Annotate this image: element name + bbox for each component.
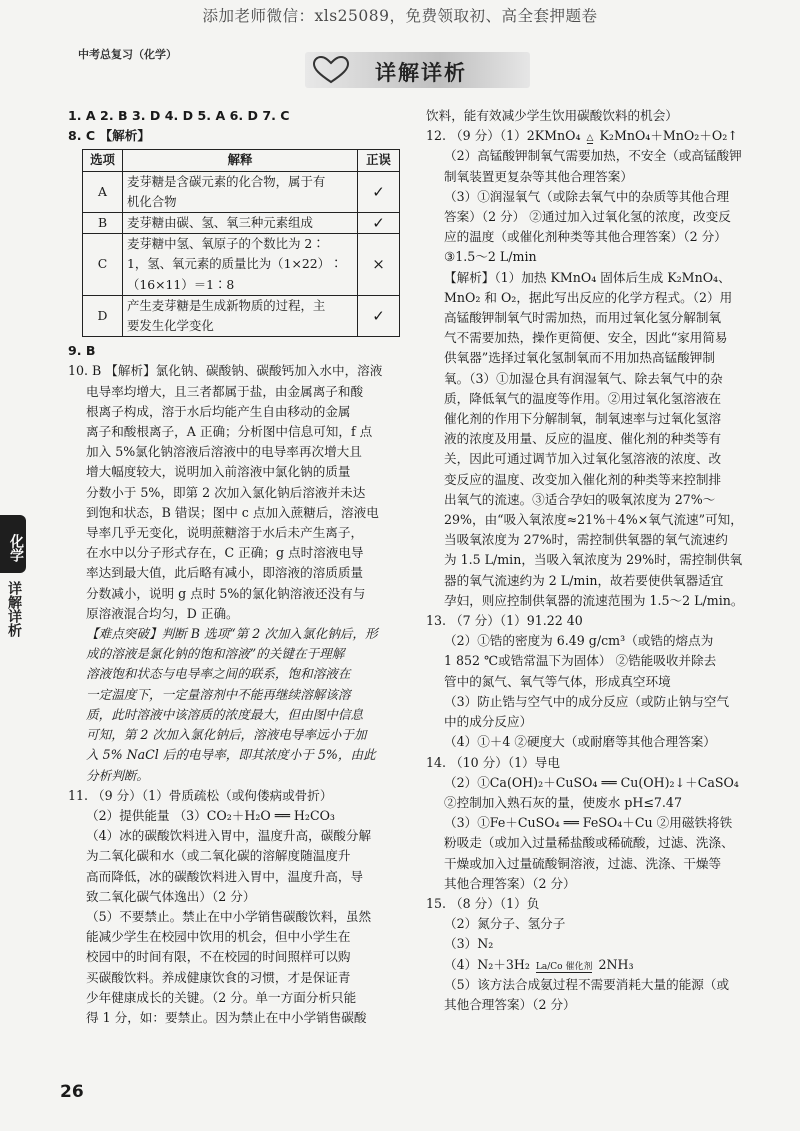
q9-answer: 9. B — [68, 343, 96, 359]
table-row — [83, 295, 400, 336]
text-line: 为 1.5 L/min，当吸入氧浓度为 29%时，需控制供氧 — [444, 552, 743, 568]
text-line: 出氧气的流速。③适合孕妇的吸氧浓度为 27%～ — [444, 491, 716, 507]
text-line: 可知，第 2 次加入氯化钠后，溶液电导率远小于加 — [86, 727, 367, 743]
text-line: 答案）（2 分） ②通过加入过氧化氢的浓度，改变反 — [444, 209, 731, 225]
text-line: （4）冰的碳酸饮料进入胃中，温度升高，碳酸分解 — [86, 828, 372, 844]
watermark-banner: 添加老师微信：xls25089，免费领取初、高全套押题卷 — [202, 7, 598, 25]
text-line: （2）高锰酸钾制氧气需要加热，不安全（或高锰酸钾 — [444, 148, 742, 164]
text-line: 当吸氧浓度为 27%时，需控制供氧器的氧气流速约 — [444, 532, 728, 548]
q12-block — [426, 146, 772, 611]
cell-line: 要发生化学变化 — [127, 318, 214, 334]
text-line: 溶液饱和状态与电导率之间的联系，饱和溶液在 — [86, 666, 351, 682]
equation-left: 12. （9 分）（1）2KMnO₄ — [426, 128, 581, 144]
text-line: 制氧装置更复杂等其他合理答案） — [444, 168, 633, 184]
side-tab-label: 详解详析 — [6, 581, 22, 637]
text-line: 【解析】（1）加热 KMnO₄ 固体后生成 K₂MnO₄、 — [444, 269, 731, 285]
text-line: 供氧器”选择过氧化氢制氧而不用加热高锰酸钾制 — [444, 350, 715, 366]
table-cell-mark: ✓ — [358, 171, 400, 212]
text-line: 得 1 分，如：要禁止。因为禁止在中小学销售碳酸 — [86, 1009, 367, 1025]
table-cell-option: D — [83, 295, 123, 336]
equation-left: （4）N₂＋3H₂ — [444, 956, 530, 972]
table-cell-explanation — [123, 295, 358, 336]
text-line: 到饱和状态，B 错误；图中 c 点加入蔗糖后，溶液电 — [86, 504, 379, 520]
text-line: 质，此时溶液中该溶质的浓度最大，但由图中信息 — [86, 706, 364, 722]
text-line: 电导率均增大，且三者都属于盐，由金属离子和酸 — [86, 383, 364, 399]
text-line: 能减少学生在校园中饮用的机会，但中小学生在 — [86, 929, 351, 945]
text-line: 增大幅度较大，说明加入前溶液中氯化钠的质量 — [86, 464, 351, 480]
text-line: 加入 5%氯化钠溶液后溶液中的电导率再次增大且 — [86, 444, 362, 460]
text-line: 原溶液混合均匀，D 正确。 — [86, 605, 239, 621]
q14-block — [426, 753, 772, 894]
text-line: 校园中的时间有限，不在校园的时间照样可以购 — [86, 949, 351, 965]
text-line: 液的浓度及用量、反应的温度、催化剂的种类等有 — [444, 431, 722, 447]
text-line: ②控制加入熟石灰的量，使废水 pH≤7.47 — [444, 794, 682, 810]
table-cell-mark: × — [358, 234, 400, 296]
table-row — [83, 171, 400, 212]
section-banner — [305, 52, 530, 88]
cell-line: 1，氢、氧元素的质量比为（1×22）∶ — [127, 256, 343, 272]
table-cell-mark: ✓ — [358, 295, 400, 336]
text-line: 粉吸走（或加入过量稀盐酸或稀硫酸，过滤、洗涤、 — [444, 835, 734, 851]
condition-label: △ — [586, 133, 594, 144]
reaction-condition — [534, 962, 595, 974]
text-line: 为二氧化碳和水（或二氧化碳的溶解度随温度升 — [86, 848, 351, 864]
right-column — [426, 106, 772, 1015]
text-line: （3）①Fe＋CuSO₄ ══ FeSO₄＋Cu ②用磁铁将铁 — [444, 815, 733, 831]
table-header: 正误 — [358, 150, 400, 171]
page-number: 26 — [60, 1082, 84, 1102]
text-line: 10. B 【解析】氯化钠、碳酸钠、碳酸钙加入水中，溶液 — [68, 363, 383, 379]
text-line: 分析判断。 — [86, 767, 149, 783]
cell-line: 机化合物 — [127, 193, 177, 209]
text-line: 催化剂的作用下分解制氧，制氧速率与过氧化氢溶 — [444, 411, 722, 427]
text-line: （2）提供能量 （3）CO₂＋H₂O ══ H₂CO₃ — [86, 807, 335, 823]
text-line: 根离子构成，溶于水后均能产生自由移动的金属 — [86, 403, 351, 419]
text-line: 少年健康成长的关键。（2 分。单一方面分析只能 — [86, 989, 357, 1005]
text-line: （2）①锆的密度为 6.49 g/cm³（或锆的熔点为 — [444, 633, 714, 649]
condition-label: La/Co 催化剂 — [535, 961, 593, 972]
text-line: 成的溶液是氯化钠的饱和溶液”的关键在于理解 — [86, 646, 345, 662]
q13-block — [426, 611, 772, 752]
text-line: （5）该方法合成氨过程不需要消耗大量的能源（或 — [444, 976, 730, 992]
reaction-condition — [585, 133, 596, 145]
text-line: 其他合理答案）（2 分） — [444, 875, 576, 891]
table-cell-option: A — [83, 171, 123, 212]
text-line: （4）①＋4 ②硬度大（或耐磨等其他合理答案） — [444, 734, 716, 750]
cell-line: （16×11）＝1∶8 — [127, 276, 235, 292]
text-line: （3）N₂ — [444, 936, 494, 952]
text-line: 【难点突破】判断 B 选项“第 2 次加入氯化钠后，形 — [86, 626, 378, 642]
text-line: 孕妇，则应控制供氧器的流速范围为 1.5～2 L/min。 — [444, 592, 744, 608]
section-title: 详解详析 — [375, 60, 467, 85]
text-line: 离子和酸根离子，A 正确；分析图中信息可知，f 点 — [86, 424, 373, 440]
text-line: 氧。（3）①加湿仓具有润湿氧气、除去氧气中的杂 — [444, 370, 723, 386]
table-header: 选项 — [83, 150, 123, 171]
text-line: （3）防止锆与空气中的成分反应（或防止钠与空气 — [444, 693, 730, 709]
cell-line: 麦芽糖由碳、氢、氧三种元素组成 — [127, 215, 313, 231]
table-cell-explanation — [123, 213, 358, 234]
text-line: 气不需要加热，操作更简便、安全，因此“家用简易 — [444, 330, 728, 346]
text-line: 1 852 ℃或锆常温下为固体） ②锆能吸收并除去 — [444, 653, 717, 669]
text-line: 29%，由“吸入氧浓度≈21%＋4%×氧气流速”可知， — [444, 512, 743, 528]
table-header: 解释 — [123, 150, 358, 171]
table-cell-explanation — [123, 171, 358, 212]
q15-equation — [426, 955, 772, 975]
text-line: 中的成分反应） — [444, 714, 533, 730]
left-column — [68, 106, 418, 1028]
q15-block — [426, 894, 772, 1015]
text-line: 应的温度（或催化剂种类等其他合理答案）（2 分） — [444, 229, 727, 245]
text-line: 干燥或加入过量硫酸铜溶液，过滤、洗涤、干燥等 — [444, 855, 722, 871]
table-cell-option: C — [83, 234, 123, 296]
heart-icon — [311, 55, 351, 85]
text-line: 15. （8 分）（1）负 — [426, 895, 540, 911]
text-line: 管中的氮气、氧气等气体，形成真空环境 — [444, 673, 671, 689]
text-line: （3）①润湿氧气（或除去氧气中的杂质等其他合理 — [444, 188, 730, 204]
text-line: （2）氮分子、氢分子 — [444, 916, 566, 932]
q10-block — [68, 361, 418, 624]
text-line: 入 5% NaCl 后的电导率，即其浓度小于 5%，由此 — [86, 747, 376, 763]
table-cell-mark: ✓ — [358, 213, 400, 234]
difficulty-block — [68, 624, 418, 786]
text-line: 致二氧化碳气体逸出）（2 分） — [86, 888, 256, 904]
text-line: MnO₂ 和 O₂，据此写出反应的化学方程式。（2）用 — [444, 289, 733, 305]
cell-line: 产生麦芽糖是生成新物质的过程，主 — [127, 297, 326, 313]
text-line: 买碳酸饮料。养成健康饮食的习惯，才是保证青 — [86, 969, 351, 985]
cell-line: 麦芽糖是含碳元素的化合物，属于有 — [127, 173, 326, 189]
text-line: 器的氧气流速约为 2 L/min，故若要使供氧器适宜 — [444, 572, 724, 588]
side-tab-subject: 化学 — [0, 515, 26, 573]
text-line: 关，因此可通过调节加入过氧化氢溶液的浓度、改 — [444, 451, 722, 467]
table-cell-explanation — [123, 234, 358, 296]
q8-table — [82, 149, 400, 337]
text-line: ③1.5～2 L/min — [444, 249, 537, 265]
text-line: 率达到最大值，此后略有减小，即溶液的溶质质量 — [86, 565, 364, 581]
text-line: 在水中以分子形式存在，C 正确；g 点时溶液电导 — [86, 545, 364, 561]
equation-right: K₂MnO₄＋MnO₂＋O₂↑ — [599, 128, 738, 144]
text-line: 分数减小，说明 g 点时 5%的氯化钠溶液还没有与 — [86, 585, 366, 601]
text-line: 14. （10 分）（1）导电 — [426, 754, 560, 770]
text-line: 一定温度下，一定量溶剂中不能再继续溶解该溶 — [86, 686, 351, 702]
text-line: 13. （7 分）（1）91.22 40 — [426, 613, 583, 629]
text-line: 11. （9 分）（1）骨质疏松（或佝偻病或骨折） — [68, 787, 333, 803]
text-line: 高锰酸钾制氧气时需加热，而用过氧化氢分解制氧 — [444, 310, 722, 326]
q11-block — [68, 786, 418, 1028]
answers-1-7: 1. A 2. B 3. D 4. D 5. A 6. D 7. C — [68, 108, 290, 123]
side-tab — [0, 515, 26, 715]
equation-right: 2NH₃ — [598, 956, 634, 972]
text-line: 导率几乎无变化，说明蔗糖溶于水后未产生离子， — [86, 525, 364, 541]
q8-head: 8. C 【解析】 — [68, 128, 150, 144]
text-line: （5）不要禁止。禁止在中小学销售碳酸饮料，虽然 — [86, 908, 372, 924]
q12-equation — [426, 126, 772, 146]
text-line: 高而降低，冰的碳酸饮料进入胃中，温度升高，导 — [86, 868, 364, 884]
text-line: （2）①Ca(OH)₂＋CuSO₄ ══ Cu(OH)₂↓＋CaSO₄ — [444, 774, 739, 790]
text-line: 质，降低氧气的温度等作用。②用过氧化氢溶液在 — [444, 390, 722, 406]
q11-continuation: 饮料，能有效减少学生饮用碳酸饮料的机会） — [426, 108, 678, 123]
table-cell-option: B — [83, 213, 123, 234]
text-line: 分数小于 5%，即第 2 次加入氯化钠后溶液并未达 — [86, 484, 366, 500]
text-line: 变反应的温度、改变加入催化剂的种类等来控制排 — [444, 471, 722, 487]
cell-line: 麦芽糖中氢、氧原子的个数比为 2∶ — [127, 236, 325, 252]
text-line: 其他合理答案）（2 分） — [444, 996, 576, 1012]
table-row — [83, 213, 400, 234]
book-header: 中考总复习（化学） — [78, 48, 177, 61]
table-row — [83, 234, 400, 296]
